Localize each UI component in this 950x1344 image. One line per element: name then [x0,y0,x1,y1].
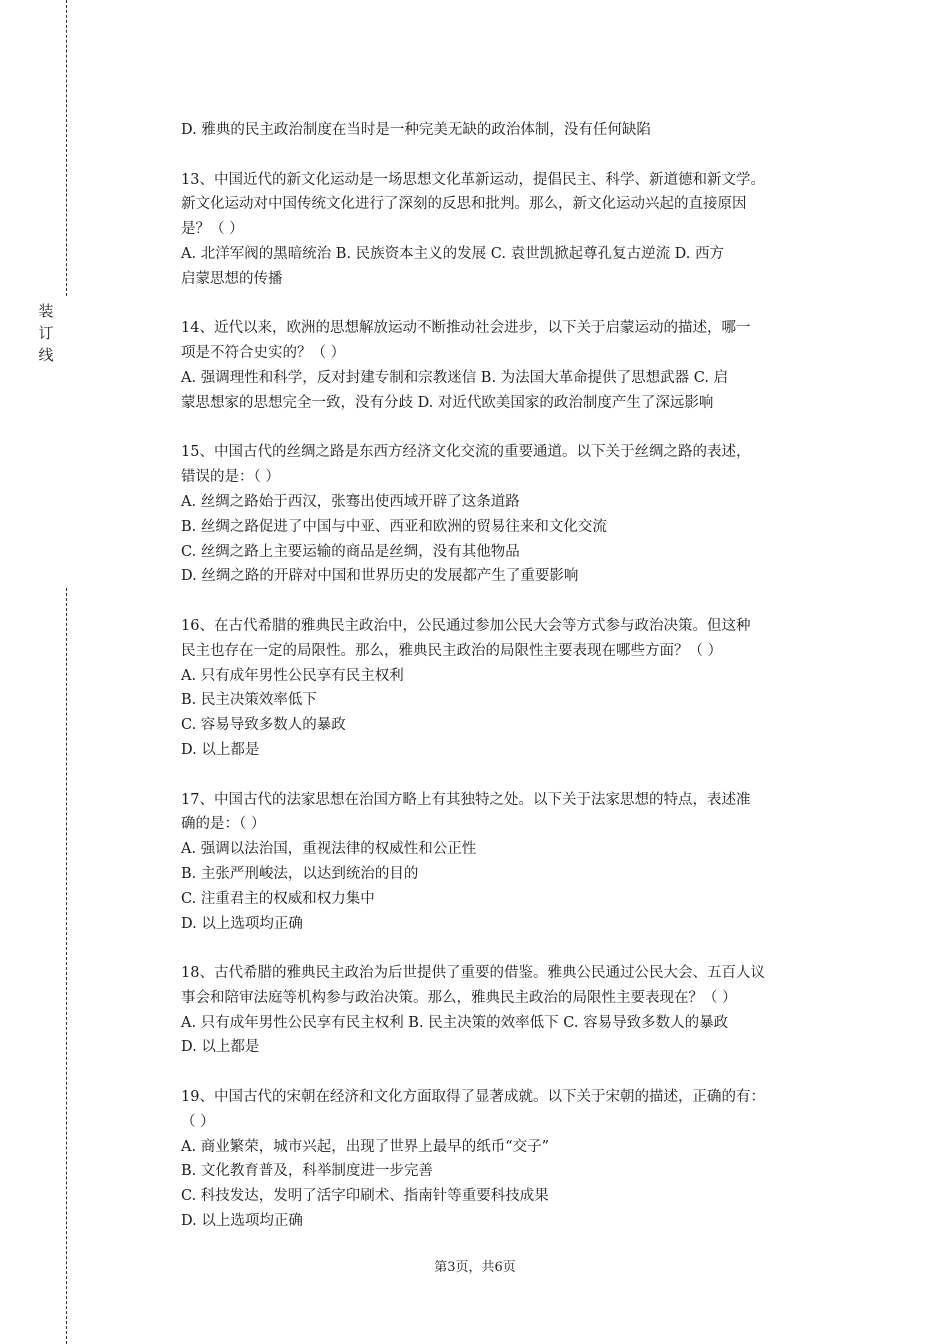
question-line: 15、中国古代的丝绸之路是东西方经济文化交流的重要通道。以下关于丝绸之路的表述， [181,444,751,461]
question-block [181,788,838,937]
question-line: 民主也存在一定的局限性。那么，雅典民主政治的局限性主要表现在哪些方面？（ ） [181,642,723,659]
question-line: 项是不符合史实的？（ ） [181,345,346,362]
question-line: 确的是：（ ） [181,816,266,833]
question-line: C. 科技发达，发明了活字印刷术、指南针等重要科技成果 [181,1188,549,1205]
binding-char: 订 [38,324,54,342]
question-line: A. 丝绸之路始于西汉，张骞出使西域开辟了这条道路 [181,493,520,510]
question-line: D. 以上都是 [181,741,260,758]
question-line: 蒙思想家的思想完全一致，没有分歧 D. 对近代欧美国家的政治制度产生了深远影响 [181,394,714,411]
binding-char: 线 [38,346,54,364]
question-block [181,118,838,143]
binding-line-bottom [66,588,67,1344]
question-line: 新文化运动对中国传统文化进行了深刻的反思和批判。那么，新文化运动兴起的直接原因 [181,196,747,213]
question-line: A. 商业繁荣，城市兴起，出现了世界上最早的纸币“交子” [181,1138,550,1155]
question-block [181,614,838,763]
question-line: D. 以上都是 [181,1039,260,1056]
question-line: 17、中国古代的法家思想在治国方略上有其独特之处。以下关于法家思想的特点，表述准 [181,791,751,808]
question-line: B. 民主决策效率低下 [181,692,317,709]
question-block [181,440,838,589]
question-line: 启蒙思想的传播 [181,270,283,287]
question-line: B. 丝绸之路促进了中国与中亚、西亚和欧洲的贸易往来和文化交流 [181,518,607,535]
question-line: 13、中国近代的新文化运动是一场思想文化革新运动，提倡民主、科学、新道德和新文学。 [181,171,765,188]
question-block [181,168,838,292]
question-line: D. 丝绸之路的开辟对中国和世界历史的发展都产生了重要影响 [181,568,579,585]
question-line: 18、古代希腊的雅典民主政治为后世提供了重要的借鉴。雅典公民通过公民大会、五百人议 [181,965,765,982]
question-line: B. 文化教育普及，科举制度进一步完善 [181,1163,433,1180]
question-line: D. 雅典的民主政治制度在当时是一种完美无缺的政治体制，没有任何缺陷 [181,122,651,138]
question-line: 16、在古代希腊的雅典民主政治中，公民通过参加公民大会等方式参与政治决策。但这种 [181,617,751,634]
question-block [181,1085,838,1234]
question-list [181,118,838,1259]
question-line: A. 只有成年男性公民享有民主权利 [181,667,404,684]
question-line: D. 以上选项均正确 [181,915,303,932]
question-line: C. 容易导致多数人的暴政 [181,717,346,734]
question-line: 14、近代以来，欧洲的思想解放运动不断推动社会进步，以下关于启蒙运动的描述，哪一 [181,320,751,337]
binding-char: 装 [38,302,54,320]
question-line: A. 强调理性和科学，反对封建专制和宗教迷信 B. 为法国大革命提供了思想武器 C. 启 [181,369,729,386]
question-line: C. 注重君主的权威和权力集中 [181,890,375,907]
question-block [181,316,838,415]
question-line: 19、中国古代的宋朝在经济和文化方面取得了显著成就。以下关于宋朝的描述，正确的有： [181,1089,765,1106]
question-line: A. 北洋军阀的黑暗统治 B. 民族资本主义的发展 C. 袁世凯掀起尊孔复古逆流 D. 西方 [181,245,725,262]
question-block [181,961,838,1060]
question-line: A. 只有成年男性公民享有民主权利 B. 民主决策的效率低下 C. 容易导致多数人的暴政 [181,1014,729,1031]
question-line: D. 以上选项均正确 [181,1213,303,1230]
question-line: A. 强调以法治国，重视法律的权威性和公正性 [181,841,477,858]
binding-label [36,300,56,366]
question-line: 错误的是：（ ） [181,469,280,486]
page-footer: 第3页，共6页 [434,1260,516,1275]
question-line: 事会和陪审法庭等机构参与政治决策。那么，雅典民主政治的局限性主要表现在？（ ） [181,989,737,1006]
binding-line-top [66,0,67,296]
question-line: （ ） [181,1113,215,1130]
question-line: B. 主张严刑峻法，以达到统治的目的 [181,865,419,882]
question-line: 是？（ ） [181,221,244,238]
question-line: C. 丝绸之路上主要运输的商品是丝绸，没有其他物品 [181,543,520,560]
